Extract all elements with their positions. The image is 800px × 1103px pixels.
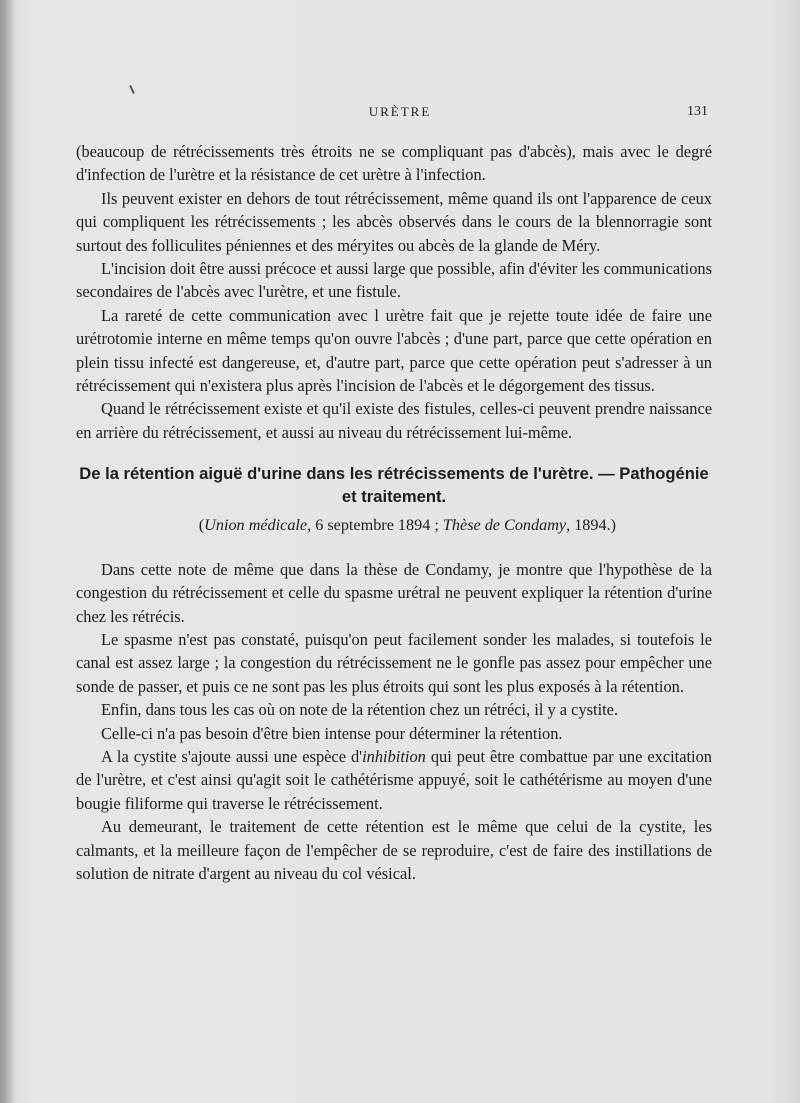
- paragraph: (beaucoup de rétrécissements très étroits ne se compliquant pas d'abcès), mais avec le degré d'infection de l'urètre et la résistance de cet urètre à l'infection.: [76, 142, 712, 185]
- paragraph: Celle-ci n'a pas besoin d'être bien intense pour déterminer la rétention.: [101, 723, 563, 743]
- inhibition-after: qui peut être combattue par une excitation de l'urètre, et c'est ainsi qu'agit soit le cathétérisme appuyé, soit le cathétérisme au moyen d'une bougie filiforme qui traverse le rétrécissement.: [76, 746, 712, 813]
- paragraph: L'incision doit être aussi précoce et aussi large que possible, afin d'éviter les communications secondaires de l'abcès avec l'urètre, et une fistule.: [76, 259, 712, 302]
- section-citation: [76, 514, 712, 537]
- paragraph: La rareté de cette communication avec l urètre fait que je rejette toute idée de faire une urétrotomie interne en même temps qu'on ouvre l'abcès ; d'une part, parce que cette opération en plein tissu infecté est dangereuse, et, d'autre part, parce que cette opération peut s'adresser à un rétrécissement qui n'existera plus après l'incision de l'abcès et le dégorgement des tissus.: [76, 305, 712, 396]
- inhibition-before: A la cystite s'ajoute aussi une espèce d': [101, 746, 363, 766]
- citation-journal: Union médicale: [204, 516, 308, 535]
- running-head: [0, 104, 800, 126]
- paragraph-inhibition: [76, 745, 712, 815]
- binding-shadow: [0, 0, 16, 1103]
- citation-thesis: Thèse de Condamy: [442, 516, 567, 535]
- body-text: [76, 140, 712, 885]
- citation-open: (: [198, 516, 205, 535]
- scan-mark: [129, 85, 135, 94]
- paragraph: Enfin, dans tous les cas où on note de la rétention chez un rétréci, il y a cystite.: [101, 700, 619, 720]
- page-number: 131: [687, 104, 708, 119]
- paragraph: Ils peuvent exister en dehors de tout rétrécissement, même quand ils ont l'apparence de ceux qui compliquent les rétrécissements ; les abcès observés dans le cours de la blennorragie sont surtout des folliculites péniennes et des méryites ou abcès de la glande de Méry.: [76, 188, 712, 255]
- paragraph: Au demeurant, le traitement de cette rétention est le même que celui de la cystite, les calmants, et la meilleure façon de l'empêcher de se reproduire, c'est de faire des instillations de solution de nitrate d'argent au niveau du col vésical.: [76, 817, 712, 883]
- inhibition-term: inhibition: [362, 746, 426, 766]
- section-gap: [76, 538, 712, 558]
- paragraph: Quand le rétrécissement existe et qu'il existe des fistules, celles-ci peuvent prendre naissance en arrière du rétrécissement, et aussi au niveau du rétrécissement lui-même.: [76, 399, 712, 442]
- citation-year: , 1894.): [566, 516, 616, 535]
- paragraph: Dans cette note de même que dans la thèse de Condamy, je montre que l'hypothèse de la congestion du rétrécissement et celle du spasme urétral ne peuvent expliquer la rétention d'urine chez les rétrécis.: [76, 559, 712, 626]
- section-heading-line1: De la rétention aiguë d'urine dans les rétrécissements de l'urètre. — Pathogénie: [79, 464, 709, 484]
- section-gap: [76, 444, 712, 462]
- running-title: URÈTRE: [368, 104, 432, 119]
- paragraph: Le spasme n'est pas constaté, puisqu'on peut facilement sonder les malades, si toutefois le canal est assez large ; la congestion du rétrécissement ne le gonfle pas assez pour empêcher une sonde de passer, et puis ce ne sont pas les plus étroits qui sont les plus exposés à la rétention.: [76, 629, 712, 696]
- citation-date: , 6 septembre 1894 ;: [307, 516, 443, 535]
- section-heading: [76, 462, 712, 508]
- section-heading-line2: et traitement.: [341, 487, 447, 507]
